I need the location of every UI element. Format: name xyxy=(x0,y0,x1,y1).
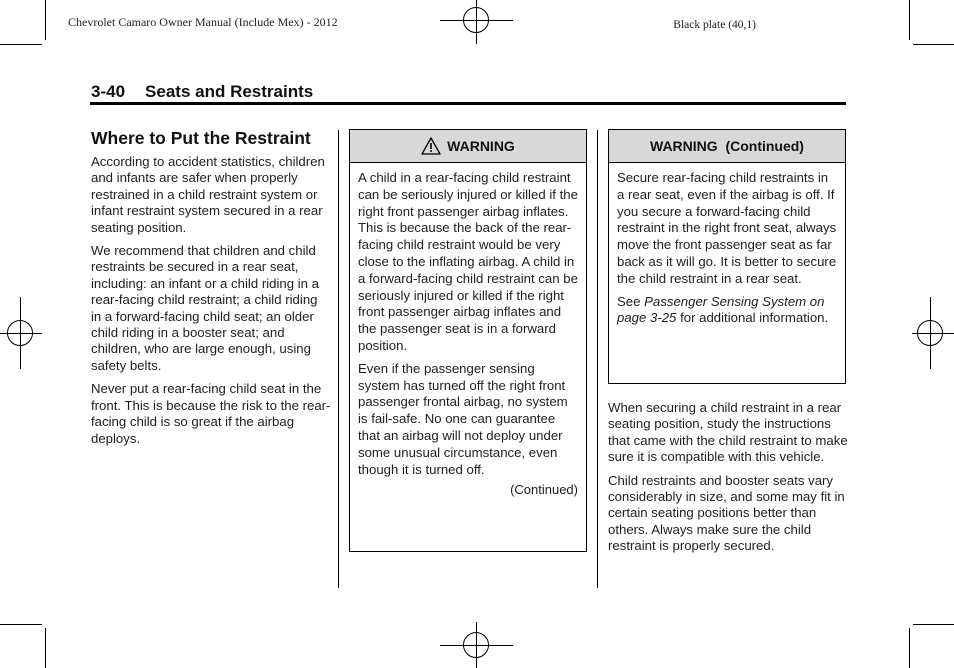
warning-header xyxy=(609,130,845,163)
section-rule xyxy=(90,102,846,105)
section-header xyxy=(91,82,313,102)
continued-label: (Continued) xyxy=(510,482,578,498)
column-3 xyxy=(608,400,848,562)
paragraph: We recommend that children and child restraints be secured in a rear seat, including: an infant or a child riding in a rear-facing child restraint; a child riding in a forward-facing child seat; an older child riding in a booster seat; and children, who are large enough, using safety belts. xyxy=(91,243,319,373)
crop-mark xyxy=(913,44,954,45)
warning-label: WARNING xyxy=(447,138,515,154)
warning-paragraph: A child in a rear-facing child restraint can be seriously injured or killed if the right front passenger airbag inflates. This is because the back of the rear-facing child restraint would be very close to the inflating airbag. A child in a forward-facing child restraint can be seriously injured or killed if the right front passenger airbag inflates and the passenger seat is in a forward position. xyxy=(358,170,578,353)
warning-body xyxy=(350,163,586,505)
crop-mark xyxy=(913,624,954,625)
warning-box-continued xyxy=(608,129,846,384)
warning-body xyxy=(609,163,845,339)
document-title: Chevrolet Camaro Owner Manual (Include Mex) - 2012 xyxy=(68,15,338,29)
crop-mark xyxy=(45,0,46,40)
column-divider xyxy=(597,130,598,588)
warning-triangle-icon xyxy=(421,137,441,155)
crop-mark xyxy=(909,0,910,40)
paragraph: Never put a rear-facing child seat in the front. This is because the risk to the rear-facing child is so great if the airbag deploys. xyxy=(91,381,331,446)
column-divider xyxy=(338,130,339,588)
crop-mark xyxy=(0,44,42,45)
warning-label: WARNING (Continued) xyxy=(650,138,804,154)
warning-paragraph: Secure rear-facing child restraints in a rear seat, even if the airbag is off. If you secure a forward-facing child restraint in the right front seat, always move the front passenger seat as far back as it will go. It is better to secure the child restraint in a rear seat. xyxy=(617,170,837,286)
crop-mark xyxy=(0,624,42,625)
warning-paragraph: Even if the passenger sensing system has turned off the right front passenger frontal airbag, no system is fail-safe. No one can guarantee that an airbag will not deploy under some unusual circumstance, even though it is turned off. xyxy=(358,360,568,477)
see-reference: See Passenger Sensing System on page 3-25 for additional information. xyxy=(617,293,829,326)
paragraph: Child restraints and booster seats vary considerably in size, and some may fit in certain seating positions better than others. Always make sure the child restraint is properly secured. xyxy=(608,472,845,554)
plate-label: Black plate (40,1) xyxy=(673,19,756,31)
page-number: 3-40 xyxy=(91,82,126,101)
paragraph: When securing a child restraint in a rear seating position, study the instructions that came with the child restraint to make sure it is compatible with this vehicle. xyxy=(608,400,848,465)
warning-box xyxy=(349,129,587,552)
column-1 xyxy=(91,128,331,454)
section-title: Seats and Restraints xyxy=(145,82,314,101)
subsection-heading: Where to Put the Restraint xyxy=(91,128,311,148)
warning-header xyxy=(350,130,586,163)
paragraph: According to accident statistics, children and infants are safer when properly restrained in a child restraint system or infant restraint system secured in a rear seating position. xyxy=(91,154,325,235)
crop-mark xyxy=(909,628,910,668)
cross-reference-link[interactable]: Passenger Sensing System on page 3-25 xyxy=(617,293,825,326)
crop-mark xyxy=(45,628,46,668)
